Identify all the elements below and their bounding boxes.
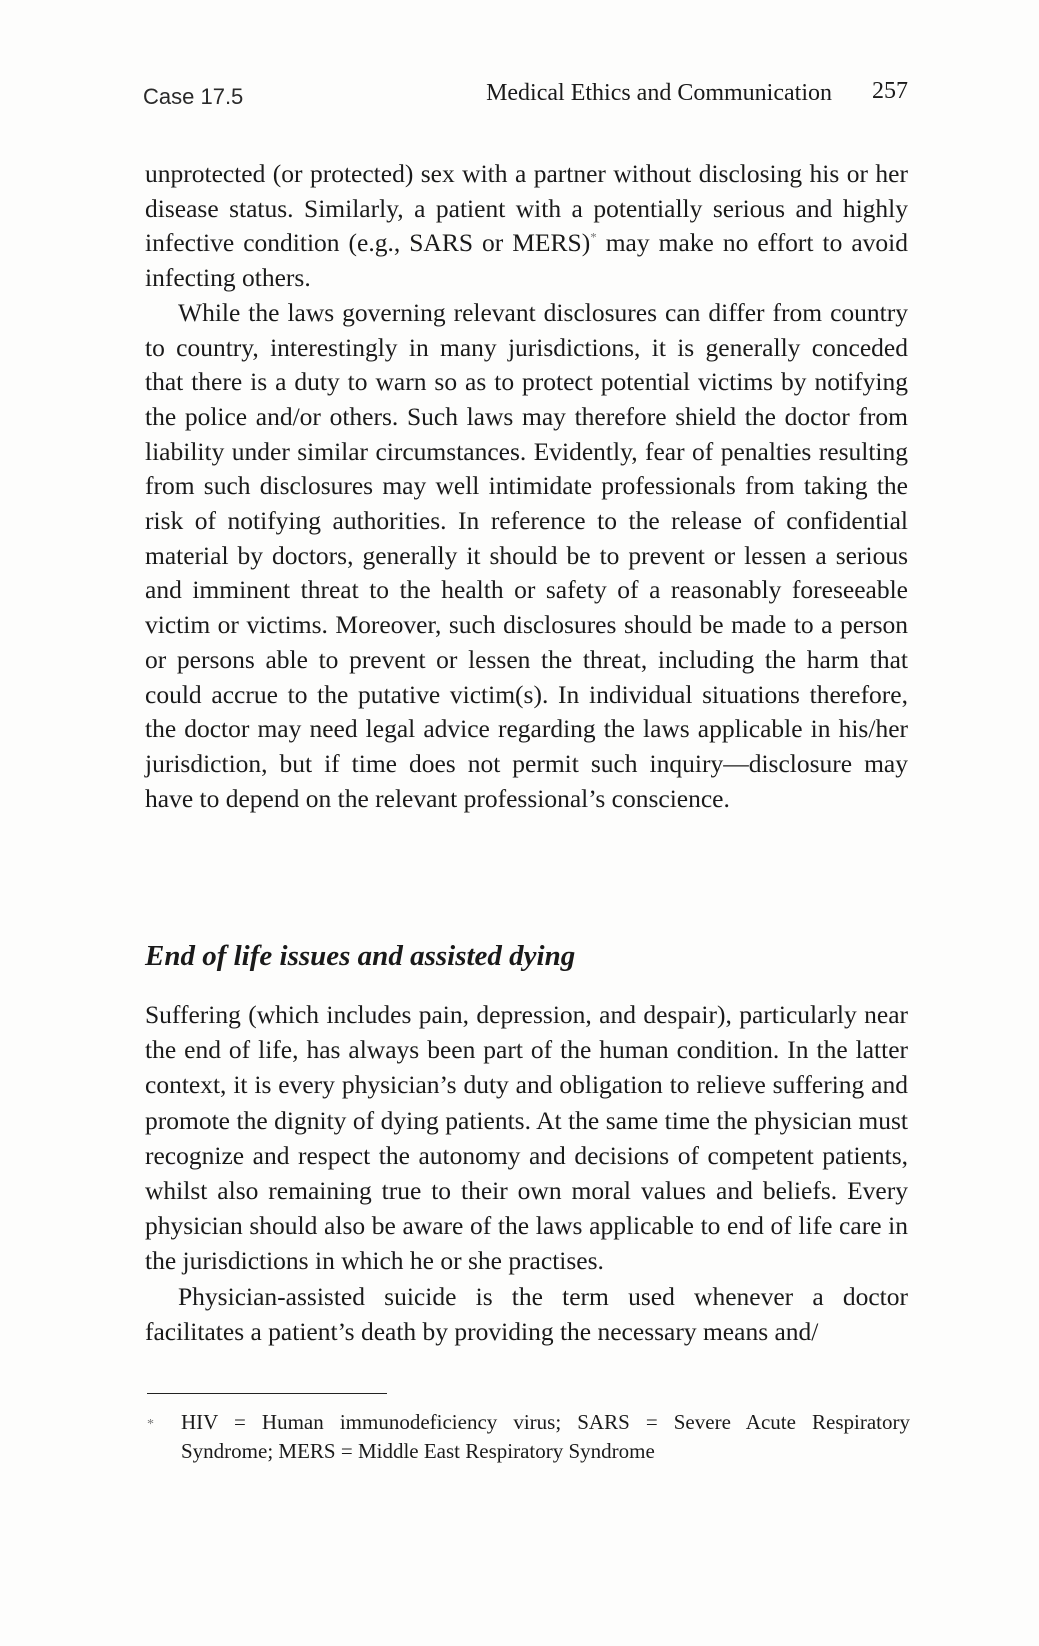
section-heading: End of life issues and assisted dying	[145, 940, 576, 972]
paragraph-3: Suffering (which includes pain, depression, and despair), particularly near the end of life, has always been part of the human condition. In the latter context, it is every physician’s duty and obligation to relieve suffering and promote the dignity of dying patients. At the same time the physician must recognize and respect the autonomy and decisions of competent patients, whilst also remaining true to their own moral values and beliefs. Every physician should also be aware of the laws applicable to end of life care in the jurisdictions in which he or she practises.	[145, 1000, 908, 1276]
footnote-divider	[147, 1393, 387, 1394]
paragraph-1-text: unprotected (or protected) sex with a partner without disclosing his or her disease status. Similarly, a patient with a potentially serious and highly infective condition (e.g., SARS or MERS)	[145, 159, 908, 258]
paragraph-2: While the laws governing relevant disclosures can differ from country to country, interestingly in many jurisdictions, it is generally conceded that there is a duty to warn so as to protect potential victims by notifying the police and/or others. Such laws may therefore shield the doctor from liability under similar circumstances. Evidently, fear of penalties resulting from such disclosures may well intimidate professionals from taking the risk of notifying authorities. In reference to the release of confidential material by doctors, generally it should be to prevent or lessen a serious and imminent threat to the health or safety of a reasonably foreseeable victim or victims. Moreover, such disclosures should be made to a person or persons able to prevent or lessen the threat, including the harm that could accrue to the putative victim(s). In individual situations therefore, the doctor may need legal advice regarding the laws applicable in his/her jurisdiction, but if time does not permit such inquiry—disclosure may have to depend on the relevant professional’s conscience.	[145, 297, 908, 813]
paragraph-4: Physician-assisted suicide is the term used whenever a doctor facilitates a patient’s death by providing the necessary means and/	[145, 1281, 908, 1346]
section-1-body	[145, 157, 908, 816]
paragraph-1	[145, 157, 908, 296]
section-2-body	[145, 997, 908, 1349]
case-label: Case 17.5	[143, 84, 244, 109]
footnote-text: HIV = Human immunodeficiency virus; SARS = Severe Acute Respiratory Syndrome; MERS = Middle East Respiratory Syndrome	[181, 1410, 910, 1463]
footnote-marker: *	[147, 1417, 154, 1432]
footnote-reference[interactable]: *	[590, 229, 597, 245]
paragraph-1-text-continued: may make no effort to avoid infecting others.	[145, 228, 909, 293]
chapter-title: Medical Ethics and Communication	[486, 80, 832, 106]
page-number: 257	[872, 78, 908, 104]
footnote	[147, 1408, 910, 1466]
running-head	[143, 78, 908, 114]
